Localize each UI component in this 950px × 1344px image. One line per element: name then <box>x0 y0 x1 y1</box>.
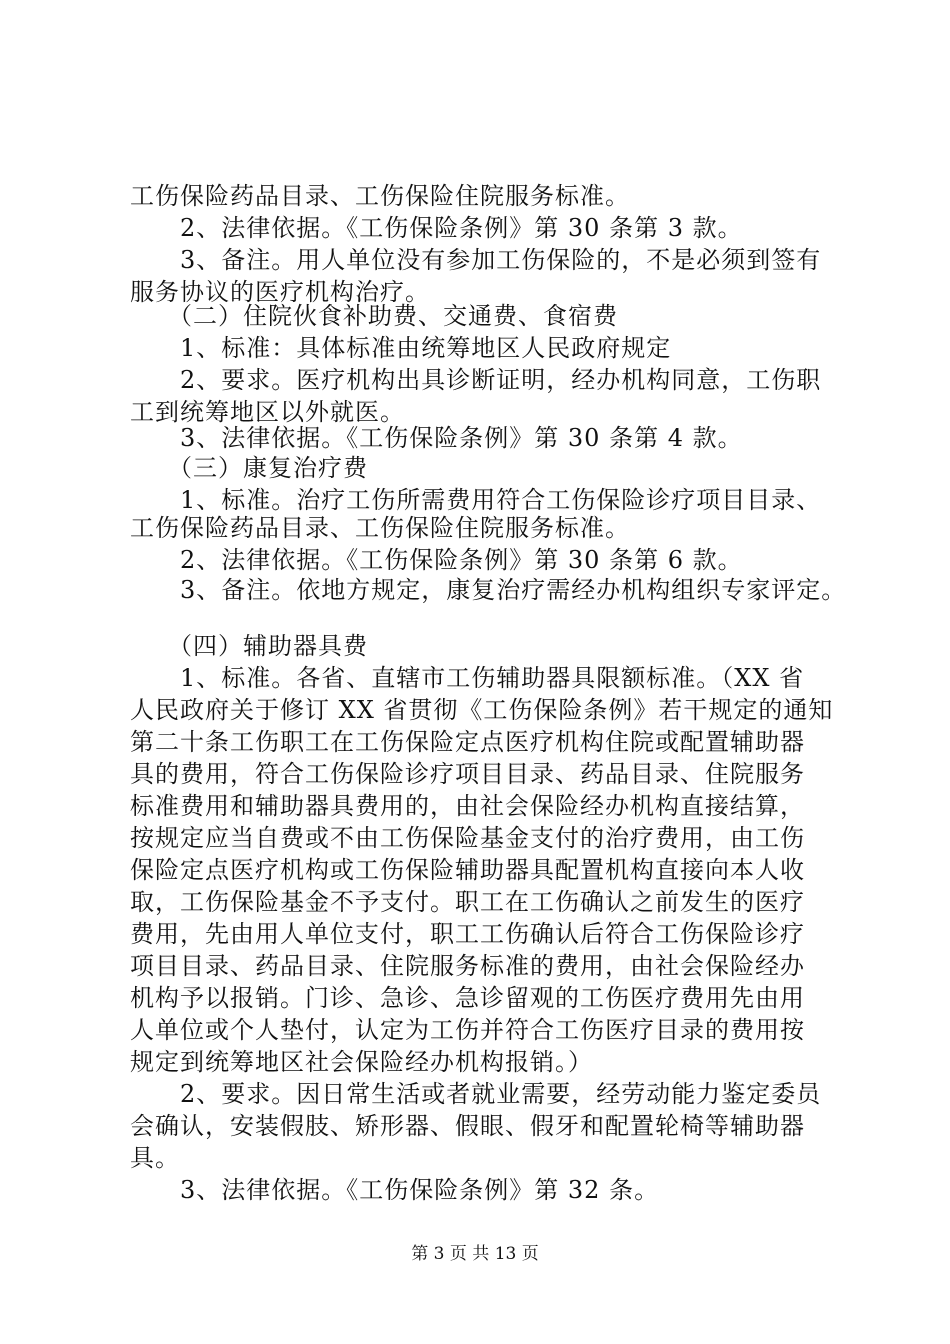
text-line: 2、法律依据。《工伤保险条例》第 30 条第 6 款。 <box>130 546 743 574</box>
text-line: 具的费用，符合工伤保险诊疗项目目录、药品目录、住院服务 <box>130 760 805 788</box>
section-heading: （四）辅助器具费 <box>130 632 368 660</box>
text-line: 保险定点医疗机构或工伤保险辅助器具配置机构直接向本人收 <box>130 856 805 884</box>
text-line: 会确认，安装假肢、矫形器、假眼、假牙和配置轮椅等辅助器 <box>130 1112 805 1140</box>
text-line: 3、法律依据。《工伤保险条例》第 30 条第 4 款。 <box>130 424 743 452</box>
text-line: 1、标准。治疗工伤所需费用符合工伤保险诊疗项目目录、 <box>130 486 822 514</box>
text-line: 工伤保险药品目录、工伤保险住院服务标准。 <box>130 182 630 210</box>
text-line: 1、标准。各省、直辖市工伤辅助器具限额标准。（XX 省 <box>130 664 805 692</box>
text-line: 具。 <box>130 1144 180 1172</box>
text-line: 费用，先由用人单位支付，职工工伤确认后符合工伤保险诊疗 <box>130 920 805 948</box>
text-line: 2、要求。医疗机构出具诊断证明，经办机构同意，工伤职 <box>130 366 822 394</box>
text-line: 工到统筹地区以外就医。 <box>130 398 405 426</box>
text-line: 3、备注。依地方规定，康复治疗需经办机构组织专家评定。 <box>130 576 847 604</box>
text-line: 机构予以报销。门诊、急诊、急诊留观的工伤医疗费用先由用 <box>130 984 805 1012</box>
text-line: 项目目录、药品目录、住院服务标准的费用，由社会保险经办 <box>130 952 805 980</box>
text-line: 3、备注。用人单位没有参加工伤保险的，不是必须到签有 <box>130 246 822 274</box>
text-line: 工伤保险药品目录、工伤保险住院服务标准。 <box>130 514 630 542</box>
text-line: 1、标准：具体标准由统筹地区人民政府规定 <box>130 334 672 362</box>
section-heading: （二）住院伙食补助费、交通费、食宿费 <box>130 302 618 330</box>
text-line: 规定到统筹地区社会保险经办机构报销。） <box>130 1048 593 1076</box>
text-line: 服务协议的医疗机构治疗。 <box>130 278 430 306</box>
text-line: 取，工伤保险基金不予支付。职工在工伤确认之前发生的医疗 <box>130 888 805 916</box>
text-line: 3、法律依据。《工伤保险条例》第 32 条。 <box>130 1176 660 1204</box>
text-line: 人民政府关于修订 XX 省贯彻《工伤保险条例》若干规定的通知 <box>130 696 834 724</box>
text-line: 人单位或个人垫付，认定为工伤并符合工伤医疗目录的费用按 <box>130 1016 805 1044</box>
text-line: 标准费用和辅助器具费用的，由社会保险经办机构直接结算， <box>130 792 805 820</box>
text-line: 按规定应当自费或不由工伤保险基金支付的治疗费用，由工伤 <box>130 824 805 852</box>
text-line: 第二十条工伤职工在工伤保险定点医疗机构住院或配置辅助器 <box>130 728 805 756</box>
page-number-footer: 第 3 页 共 13 页 <box>411 1244 539 1264</box>
text-line: 2、法律依据。《工伤保险条例》第 30 条第 3 款。 <box>130 214 743 242</box>
text-line: 2、要求。因日常生活或者就业需要，经劳动能力鉴定委员 <box>130 1080 822 1108</box>
section-heading: （三）康复治疗费 <box>130 454 368 482</box>
